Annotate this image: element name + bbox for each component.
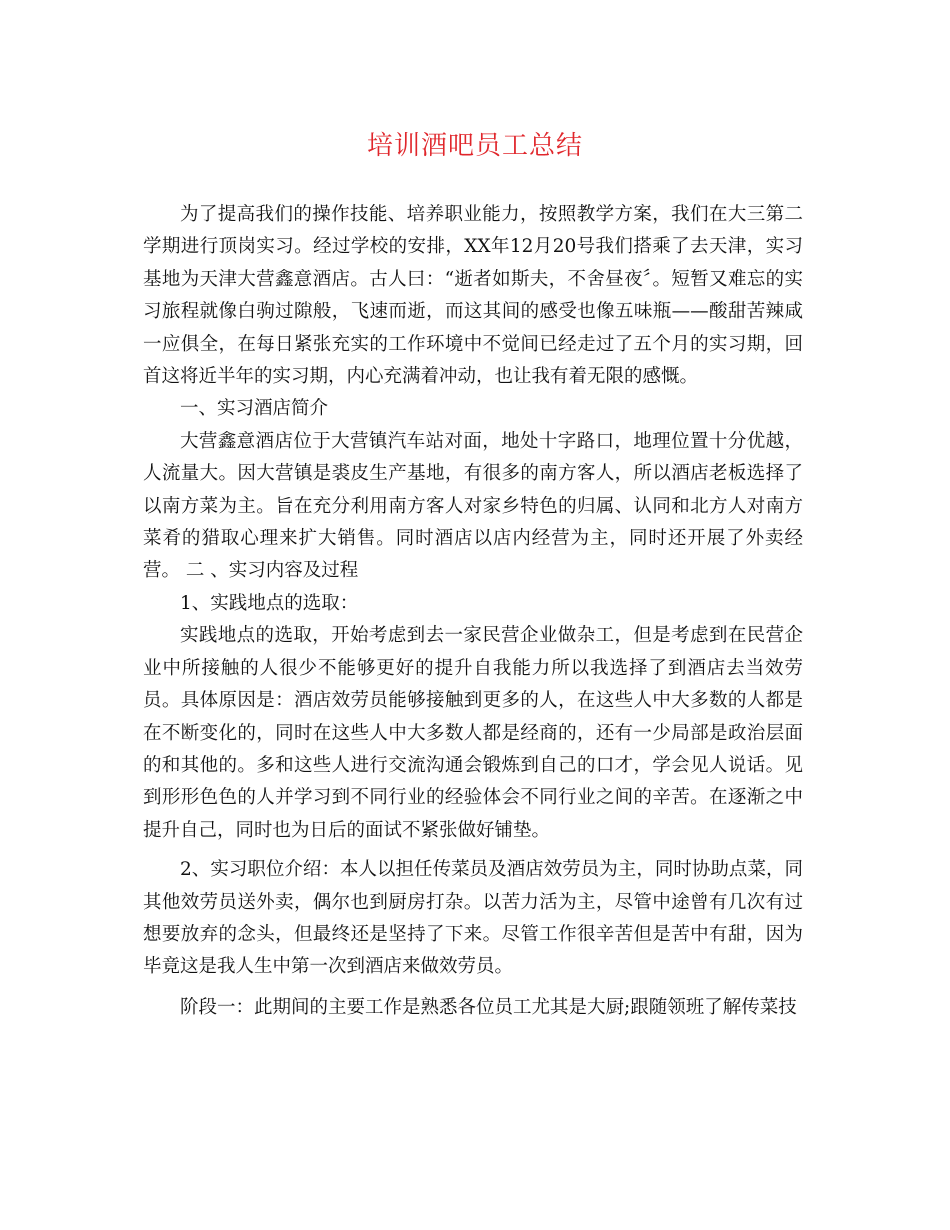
document-body	[143, 199, 803, 1024]
paragraph-intro: 为了提高我们的操作技能、培养职业能力，按照教学方案，我们在大三第二学期进行顶岗实习。经过学校的安排，XX年12月20号我们搭乘了去天津，实习基地为天津大营鑫意酒店。古人曰：“逝者如斯夫，不舍昼夜〞。短暂又难忘的实习旅程就像白驹过隙般，飞速而逝，而这其间的感受也像五味瓶——酸甜苦辣咸一应俱全，在每日紧张充实的工作环境中不觉间已经走过了五个月的实习期，回首这将近半年的实习期，内心充满着冲动，也让我有着无限的感慨。	[143, 204, 803, 388]
section-heading-hotel-intro: 一、实习酒店简介	[180, 398, 329, 420]
document-title: 培训酒吧员工总结	[366, 131, 583, 161]
paragraph-hotel-intro: 大营鑫意酒店位于大营镇汽车站对面，地处十字路口，地理位置十分优越，人流量大。因大营镇是裘皮生产基地，有很多的南方客人，所以酒店老板选择了以南方菜为主。旨在充分利用南方客人对家乡特色的归属、认同和北方人对南方菜肴的猎取心理来扩大销售。同时酒店以店内经营为主，同时还开展了外卖经营。 二 、实习内容及过程	[143, 430, 803, 582]
paragraph-position-intro: 2、实习职位介绍：本人以担任传菜员及酒店效劳员为主，同时协助点菜，同其他效劳员送外卖，偶尔也到厨房打杂。以苦力活为主，尽管中途曾有几次有过想要放弃的念头，但最终还是坚持了下来。尽管工作很辛苦但是苦中有甜，因为毕竟这是我人生中第一次到酒店来做效劳员。	[143, 859, 803, 978]
subheading-location-selection: 1、实践地点的选取：	[180, 592, 359, 614]
paragraph-location-selection: 实践地点的选取，开始考虑到去一家民营企业做杂工，但是考虑到在民营企业中所接触的人很少不能够更好的提升自我能力所以我选择了到酒店去当效劳员。具体原因是：酒店效劳员能够接触到更多的人，在这些人中大多数的人都是在不断变化的，同时在这些人中大多数人都是经商的，还有一少局部是政治层面的和其他的。多和这些人进行交流沟通会锻炼到自己的口才，学会见人说话。见到形形色色的人并学习到不同行业的经验体会不同行业之间的辛苦。在逐渐之中提升自己，同时也为日后的面试不紧张做好铺垫。	[143, 625, 803, 841]
paragraph-stage-one: 阶段一：此期间的主要工作是熟悉各位员工尤其是大厨;跟随领班了解传菜技	[180, 996, 797, 1018]
